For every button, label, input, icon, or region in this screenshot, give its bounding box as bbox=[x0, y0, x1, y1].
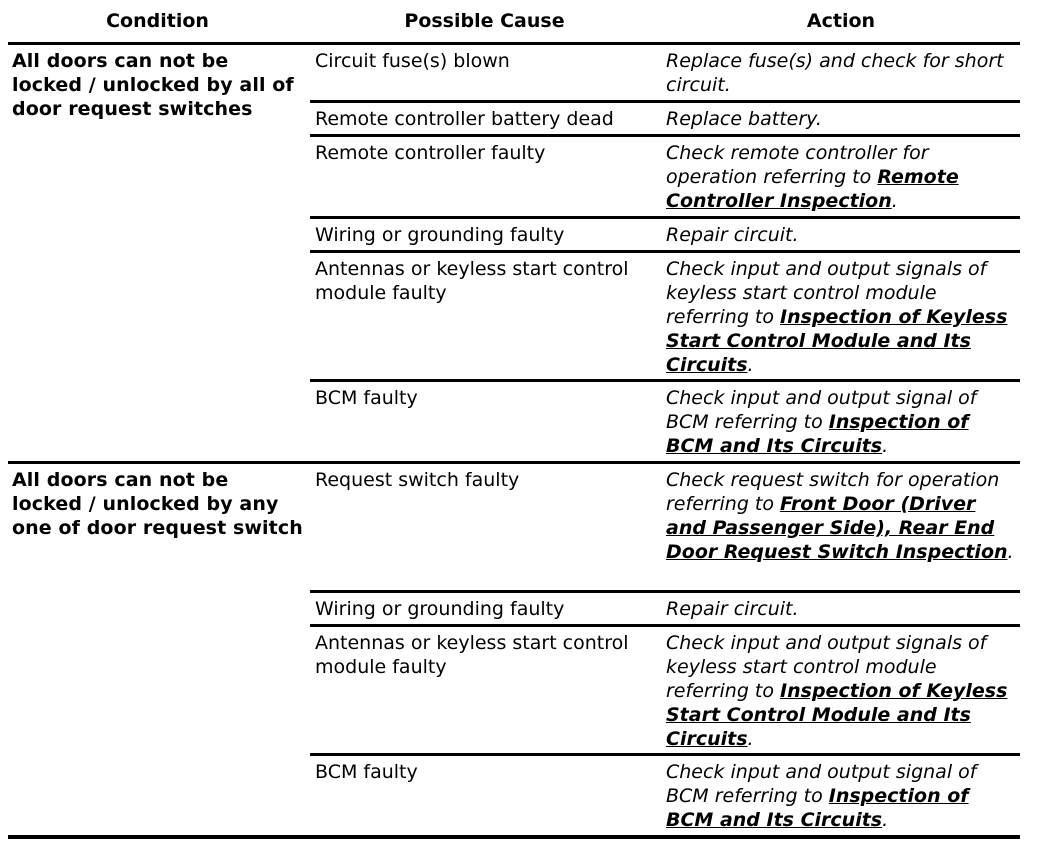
keyless-module-inspection-link[interactable]: Inspection of Keyless Start Control Module and Its Circuits bbox=[666, 680, 1008, 750]
cause-cell: Antennas or keyless start control module faulty bbox=[315, 258, 629, 304]
action-cell: Check remote controller for operation referring to Remote Controller Inspection. bbox=[666, 142, 959, 212]
table-row bbox=[310, 250, 1020, 379]
action-cell: Check input and output signals of keyless start control module referring to Inspection of Keyless Start Control Module and Its Circuits. bbox=[666, 632, 1008, 750]
cause-cell: Antennas or keyless start control module faulty bbox=[315, 632, 629, 678]
table-header-row bbox=[8, 0, 1020, 45]
cause-cell: BCM faulty bbox=[315, 761, 418, 783]
action-cell: Check request switch for operation referring to Front Door (Driver and Passenger Side), Rear End Door Request Switch Inspection. bbox=[666, 469, 1014, 563]
condition-cell: All doors can not be locked / unlocked by all of door request switches bbox=[12, 50, 294, 120]
action-cell: Repair circuit. bbox=[666, 224, 799, 246]
cause-cell: Wiring or grounding faulty bbox=[315, 598, 565, 620]
table-row bbox=[310, 753, 1020, 835]
cause-cell: Remote controller battery dead bbox=[315, 108, 614, 130]
table-row bbox=[310, 216, 1020, 250]
table-row bbox=[310, 624, 1020, 753]
table-row bbox=[310, 100, 1020, 134]
header-possible-cause: Possible Cause bbox=[404, 10, 565, 32]
remote-controller-inspection-link[interactable]: Remote Controller Inspection bbox=[666, 166, 959, 212]
table-row bbox=[310, 464, 1020, 590]
cause-cell: Request switch faulty bbox=[315, 469, 520, 491]
condition-group bbox=[8, 464, 1020, 839]
action-cell: Check input and output signals of keyless start control module referring to Inspection of Keyless Start Control Module and Its Circuits. bbox=[666, 258, 1008, 376]
header-action: Action bbox=[806, 10, 876, 32]
cause-cell: Circuit fuse(s) blown bbox=[315, 50, 510, 72]
table-row bbox=[310, 45, 1020, 100]
bcm-inspection-link[interactable]: Inspection of BCM and Its Circuits bbox=[666, 785, 969, 831]
action-cell: Check input and output signal of BCM referring to Inspection of BCM and Its Circuits. bbox=[666, 761, 977, 831]
action-cell: Repair circuit. bbox=[666, 598, 799, 620]
cause-cell: BCM faulty bbox=[315, 387, 418, 409]
condition-group bbox=[8, 45, 1020, 464]
bcm-inspection-link[interactable]: Inspection of BCM and Its Circuits bbox=[666, 411, 969, 457]
troubleshooting-table bbox=[8, 0, 1020, 839]
action-cell: Replace battery. bbox=[666, 108, 822, 130]
table-row bbox=[310, 379, 1020, 461]
cause-cell: Wiring or grounding faulty bbox=[315, 224, 565, 246]
action-cell: Check input and output signal of BCM referring to Inspection of BCM and Its Circuits. bbox=[666, 387, 977, 457]
keyless-module-inspection-link[interactable]: Inspection of Keyless Start Control Module and Its Circuits bbox=[666, 306, 1008, 376]
table-row bbox=[310, 134, 1020, 216]
table-row bbox=[310, 590, 1020, 624]
condition-cell: All doors can not be locked / unlocked by any one of door request switch bbox=[12, 469, 303, 539]
header-condition: Condition bbox=[106, 10, 209, 32]
cause-cell: Remote controller faulty bbox=[315, 142, 546, 164]
request-switch-inspection-link[interactable]: Front Door (Driver and Passenger Side), Rear End Door Request Switch Inspection bbox=[666, 493, 1008, 563]
action-cell: Replace fuse(s) and check for short circuit. bbox=[666, 50, 1004, 96]
